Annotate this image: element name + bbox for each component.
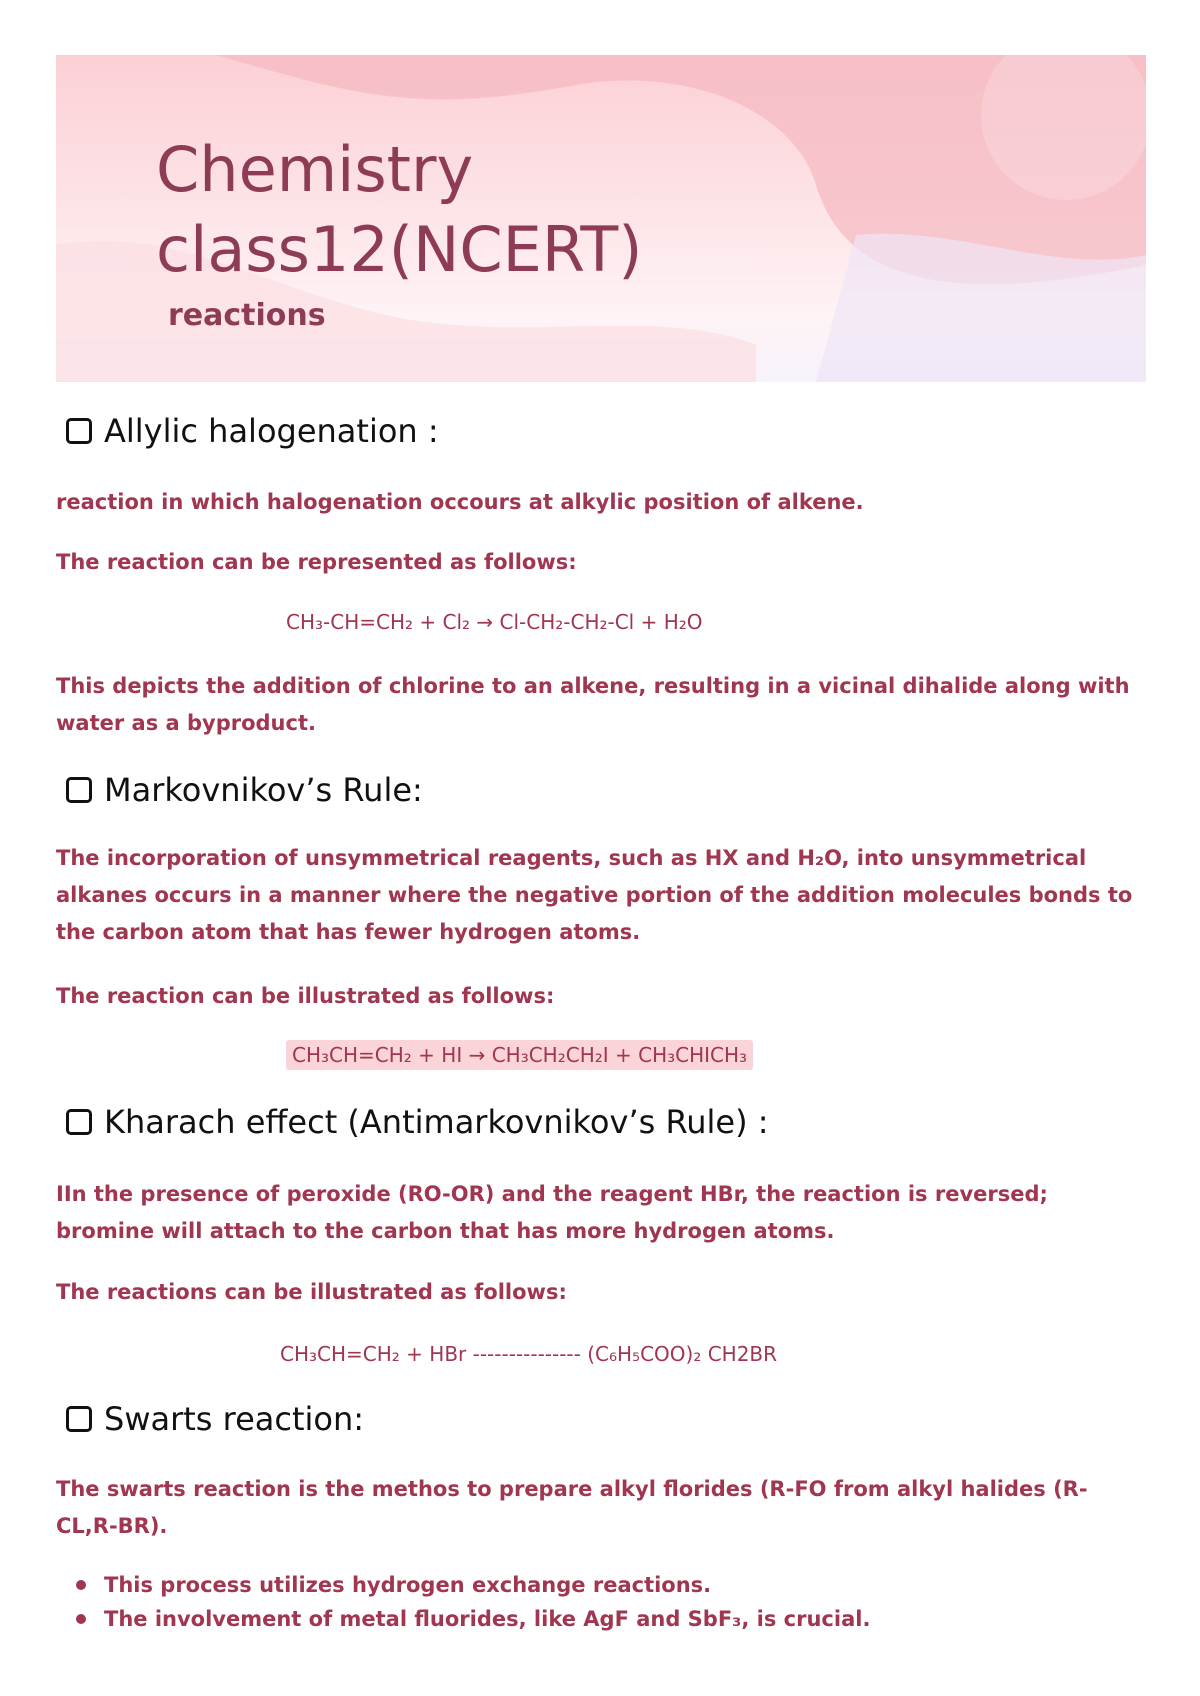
reaction-equation: CH₃-CH=CH₂ + Cl₂ → Cl-CH₂-CH₂-Cl + H₂O [286, 610, 703, 634]
reaction-equation-highlighted: CH₃CH=CH₂ + HI → CH₃CH₂CH₂I + CH₃CHICH₃ [286, 1040, 753, 1070]
section-definition: IIn the presence of peroxide (RO-OR) and the reagent HBr, the reaction is reversed; bromine will attach to the carbon that has more hydrogen atoms. [56, 1182, 1048, 1243]
section-heading-swarts [66, 1400, 364, 1438]
page-subtitle: reactions [168, 298, 326, 333]
section-heading-text: Allylic halogenation : [104, 412, 439, 450]
section-heading-text: Markovnikov’s Rule: [104, 771, 423, 809]
bullet-dot-icon [76, 1580, 86, 1590]
list-item-text: The involvement of metal fluorides, like AgF and SbF₃, is crucial. [104, 1607, 871, 1631]
section-definition: The incorporation of unsymmetrical reagents, such as HX and H₂O, into unsymmetrical alkanes occurs in a manner where the negative portion of the addition molecules bonds to the carbon atom that has fewer hydrogen atoms. [56, 846, 1133, 944]
checkbox-icon [66, 1109, 92, 1135]
page-title: Chemistry class12(NCERT) [156, 133, 643, 286]
section-intro: The reaction can be illustrated as follows: [56, 984, 555, 1008]
bullet-dot-icon [76, 1614, 86, 1624]
checkbox-icon [66, 777, 92, 803]
section-intro: The reactions can be illustrated as follows: [56, 1280, 567, 1304]
section-heading-text: Kharach effect (Antimarkovnikov’s Rule) : [104, 1103, 769, 1141]
section-definition: reaction in which halogenation occours at alkylic position of alkene. [56, 490, 864, 514]
section-note: This depicts the addition of chlorine to an alkene, resulting in a vicinal dihalide along with water as a byproduct. [56, 674, 1130, 735]
checkbox-icon [66, 418, 92, 444]
header-banner [56, 55, 1146, 382]
list-item-text: This process utilizes hydrogen exchange reactions. [104, 1573, 712, 1597]
section-heading-kharach [66, 1103, 769, 1141]
section-definition: The swarts reaction is the methos to prepare alkyl florides (R-FO from alkyl halides (R-CL,R-BR). [56, 1477, 1088, 1538]
reaction-equation: CH₃CH=CH₂ + HBr --------------- (C₆H₅COO)₂ CH2BR [280, 1342, 778, 1366]
section-intro: The reaction can be represented as follows: [56, 550, 577, 574]
section-heading-markovnikov [66, 771, 423, 809]
bullet-list [70, 1568, 870, 1636]
section-heading-allylic [66, 412, 439, 450]
section-heading-text: Swarts reaction: [104, 1400, 365, 1438]
list-item [70, 1568, 870, 1602]
checkbox-icon [66, 1406, 92, 1432]
list-item [70, 1602, 870, 1636]
